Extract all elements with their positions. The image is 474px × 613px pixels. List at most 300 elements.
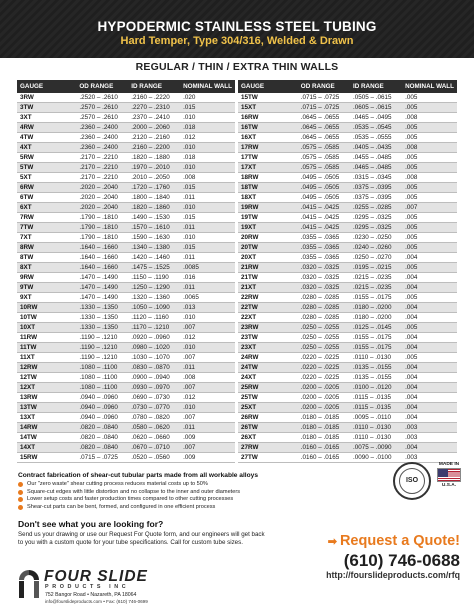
table-row <box>238 443 457 453</box>
nominal-wall-cell: .007 <box>180 383 235 393</box>
id-range-cell: .0295 – .0325 <box>350 223 402 233</box>
nominal-wall-cell: .005 <box>402 93 457 103</box>
gauge-cell: 5RW <box>17 153 76 163</box>
nominal-wall-cell: .015 <box>180 183 235 193</box>
request-quote-block[interactable] <box>300 533 460 581</box>
nominal-wall-cell: .011 <box>180 223 235 233</box>
od-range-cell: .0200 – .0205 <box>298 393 350 403</box>
od-range-cell: .1470 – .1490 <box>76 273 128 283</box>
gauge-cell: 12XT <box>17 383 76 393</box>
gauge-cell: 21XT <box>238 283 298 293</box>
nominal-wall-cell: .004 <box>402 413 457 423</box>
table-row <box>238 123 457 133</box>
od-range-cell: .2170 – .2210 <box>76 173 128 183</box>
id-range-cell: .0505 – .0615 <box>350 93 402 103</box>
page-subtitle: Hard Temper, Type 304/316, Welded & Drawn <box>120 35 354 47</box>
made-in-usa-badge <box>436 462 462 488</box>
od-range-cell: .1190 – .1210 <box>76 343 128 353</box>
nominal-wall-cell: .005 <box>402 183 457 193</box>
id-range-cell: .0215 – .0235 <box>350 273 402 283</box>
id-range-cell: .0180 – .0200 <box>350 313 402 323</box>
table-row <box>17 433 235 443</box>
od-range-cell: .0415 – .0425 <box>298 223 350 233</box>
od-range-cell: .0495 – .0505 <box>298 173 350 183</box>
table-row <box>238 453 457 463</box>
table-row <box>238 283 457 293</box>
table-row <box>238 423 457 433</box>
table-row <box>17 453 235 463</box>
gauge-cell: 6TW <box>17 193 76 203</box>
od-range-cell: .0280 – .0285 <box>298 293 350 303</box>
tubing-rows-right <box>238 93 457 463</box>
od-range-cell: .0575 – .0585 <box>298 163 350 173</box>
column-header-gauge: GAUGE <box>17 80 76 93</box>
id-range-cell: .0920 – .0960 <box>128 333 180 343</box>
header-banner <box>0 0 474 58</box>
id-range-cell: .0830 – .0870 <box>128 363 180 373</box>
table-row <box>238 393 457 403</box>
gauge-cell: 5TW <box>17 163 76 173</box>
nominal-wall-cell: .009 <box>180 453 235 463</box>
table-row <box>238 253 457 263</box>
od-range-cell: .0180 – .0185 <box>298 413 350 423</box>
table-row <box>17 173 235 183</box>
od-range-cell: .0220 – .0225 <box>298 373 350 383</box>
id-range-cell: .0780 – .0820 <box>128 413 180 423</box>
id-range-cell: .0980 – .1020 <box>128 343 180 353</box>
id-range-cell: .2160 – .2200 <box>128 143 180 153</box>
nominal-wall-cell: .007 <box>180 443 235 453</box>
nominal-wall-cell: .005 <box>402 293 457 303</box>
id-range-cell: .0295 – .0325 <box>350 213 402 223</box>
gauge-cell: 18TW <box>238 183 298 193</box>
nominal-wall-cell: .004 <box>402 373 457 383</box>
page-title: HYPODERMIC STAINLESS STEEL TUBING <box>97 19 377 34</box>
table-row <box>238 363 457 373</box>
gauge-cell: 7TW <box>17 223 76 233</box>
nominal-wall-cell: .004 <box>402 253 457 263</box>
od-range-cell: .0200 – .0205 <box>298 403 350 413</box>
od-range-cell: .0715 – .0725 <box>76 453 128 463</box>
table-row <box>238 213 457 223</box>
od-range-cell: .2020 – .2040 <box>76 183 128 193</box>
od-range-cell: .2520 – .2610 <box>76 93 128 103</box>
od-range-cell: .2360 – .2400 <box>76 133 128 143</box>
id-range-cell: .1820 – .1880 <box>128 153 180 163</box>
nominal-wall-cell: .016 <box>180 273 235 283</box>
table-row <box>238 193 457 203</box>
od-range-cell: .0355 – .0365 <box>298 243 350 253</box>
od-range-cell: .0160 – .0165 <box>298 453 350 463</box>
nominal-wall-cell: .004 <box>402 333 457 343</box>
id-range-cell: .0135 – .0155 <box>350 363 402 373</box>
contract-bullet <box>18 481 378 489</box>
phone-number[interactable]: (610) 746-0688 <box>343 551 460 570</box>
column-header-id-range: ID RANGE <box>350 80 402 93</box>
od-range-cell: .0415 – .0425 <box>298 213 350 223</box>
gauge-cell: 10XT <box>17 323 76 333</box>
gauge-cell: 13RW <box>17 393 76 403</box>
table-row <box>17 213 235 223</box>
bullet-icon <box>18 490 23 495</box>
bullet-icon <box>18 505 23 510</box>
nominal-wall-cell: .003 <box>402 453 457 463</box>
id-range-cell: .2120 – .2160 <box>128 133 180 143</box>
table-row <box>17 393 235 403</box>
gauge-cell: 11XT <box>17 353 76 363</box>
od-range-cell: .2020 – .2040 <box>76 203 128 213</box>
id-range-cell: .1340 – .1380 <box>128 243 180 253</box>
table-row <box>238 163 457 173</box>
nominal-wall-cell: .004 <box>402 283 457 293</box>
table-row <box>17 223 235 233</box>
nominal-wall-cell: .004 <box>402 343 457 353</box>
id-range-cell: .0535 – .0555 <box>350 133 402 143</box>
id-range-cell: .2370 – .2410 <box>128 113 180 123</box>
gauge-cell: 13XT <box>17 413 76 423</box>
od-range-cell: .1080 – .1100 <box>76 373 128 383</box>
id-range-cell: .0180 – .0200 <box>350 303 402 313</box>
request-quote-heading[interactable] <box>300 533 460 551</box>
id-range-cell: .0620 – .0660 <box>128 433 180 443</box>
gauge-cell: 26RW <box>238 413 298 423</box>
contract-bullet <box>18 504 378 512</box>
nominal-wall-cell: .011 <box>180 363 235 373</box>
id-range-cell: .0135 – .0155 <box>350 373 402 383</box>
nominal-wall-cell: .003 <box>402 433 457 443</box>
table-row <box>17 273 235 283</box>
od-range-cell: .0160 – .0165 <box>298 443 350 453</box>
contract-bullet-list <box>18 481 378 511</box>
gauge-cell: 4XT <box>17 143 76 153</box>
nominal-wall-cell: .005 <box>402 233 457 243</box>
gauge-cell: 11TW <box>17 343 76 353</box>
contract-bullet <box>18 496 378 504</box>
od-range-cell: .0200 – .0205 <box>298 383 350 393</box>
id-range-cell: .1820 – .1860 <box>128 203 180 213</box>
table-row <box>17 423 235 433</box>
gauge-cell: 27RW <box>238 443 298 453</box>
od-range-cell: .0820 – .0840 <box>76 443 128 453</box>
table-row <box>17 323 235 333</box>
table-row <box>238 263 457 273</box>
od-range-cell: .2360 – .2400 <box>76 123 128 133</box>
gauge-cell: 14TW <box>17 433 76 443</box>
id-range-cell: .0115 – .0135 <box>350 403 402 413</box>
gauge-cell: 24TW <box>238 363 298 373</box>
table-row <box>238 383 457 393</box>
id-range-cell: .0095 – .0110 <box>350 413 402 423</box>
nominal-wall-cell: .008 <box>402 173 457 183</box>
id-range-cell: .0730 – .0770 <box>128 403 180 413</box>
table-row <box>238 153 457 163</box>
id-range-cell: .1970 – .2010 <box>128 163 180 173</box>
id-range-cell: .0110 – .0130 <box>350 433 402 443</box>
nominal-wall-cell: .010 <box>180 143 235 153</box>
gauge-cell: 8RW <box>17 243 76 253</box>
od-range-cell: .0715 – .0725 <box>298 93 350 103</box>
id-range-cell: .0465 – .0485 <box>350 163 402 173</box>
nominal-wall-cell: .020 <box>180 93 235 103</box>
gauge-cell: 9RW <box>17 273 76 283</box>
table-row <box>17 203 235 213</box>
table-row <box>238 103 457 113</box>
id-range-cell: .0255 – .0285 <box>350 203 402 213</box>
gauge-cell: 16RW <box>238 113 298 123</box>
table-row <box>238 223 457 233</box>
id-range-cell: .0115 – .0135 <box>350 393 402 403</box>
gauge-cell: 9XT <box>17 293 76 303</box>
table-row <box>238 413 457 423</box>
nominal-wall-cell: .005 <box>402 163 457 173</box>
rfq-link[interactable]: http://fourslideproducts.com/rfq <box>326 570 460 580</box>
id-range-cell: .0090 – .0100 <box>350 453 402 463</box>
gauge-cell: 17XT <box>238 163 298 173</box>
od-range-cell: .0575 – .0585 <box>298 153 350 163</box>
nominal-wall-cell: .010 <box>180 203 235 213</box>
arrow-right-icon: ➡ <box>327 536 337 548</box>
nominal-wall-cell: .004 <box>402 303 457 313</box>
nominal-wall-cell: .005 <box>402 223 457 233</box>
nominal-wall-cell: .015 <box>180 103 235 113</box>
nominal-wall-cell: .0065 <box>180 293 235 303</box>
gauge-cell: 19TW <box>238 213 298 223</box>
table-row <box>238 113 457 123</box>
contract-fabrication-section <box>18 472 378 511</box>
nominal-wall-cell: .015 <box>180 213 235 223</box>
od-range-cell: .0180 – .0185 <box>298 423 350 433</box>
table-row <box>238 333 457 343</box>
gauge-cell: 15XT <box>238 103 298 113</box>
iso-certification-seal-icon <box>393 462 431 500</box>
id-range-cell: .1170 – .1210 <box>128 323 180 333</box>
nominal-wall-cell: .010 <box>180 233 235 243</box>
id-range-cell: .1570 – .1610 <box>128 223 180 233</box>
column-header-od-range: OD RANGE <box>298 80 350 93</box>
od-range-cell: .1640 – .1660 <box>76 253 128 263</box>
id-range-cell: .1720 – .1760 <box>128 183 180 193</box>
od-range-cell: .1790 – .1810 <box>76 223 128 233</box>
id-range-cell: .0075 – .0090 <box>350 443 402 453</box>
od-range-cell: .2360 – .2400 <box>76 143 128 153</box>
nominal-wall-cell: .007 <box>180 413 235 423</box>
od-range-cell: .1330 – .1350 <box>76 323 128 333</box>
gauge-cell: 21TW <box>238 273 298 283</box>
table-row <box>17 123 235 133</box>
od-range-cell: .0320 – .0325 <box>298 283 350 293</box>
bullet-icon <box>18 497 23 502</box>
nominal-wall-cell: .0085 <box>180 263 235 273</box>
gauge-cell: 20TW <box>238 243 298 253</box>
od-range-cell: .0940 – .0960 <box>76 393 128 403</box>
id-range-cell: .0520 – .0560 <box>128 453 180 463</box>
nominal-wall-cell: .011 <box>180 253 235 263</box>
id-range-cell: .1590 – .1630 <box>128 233 180 243</box>
id-range-cell: .1475 – .1525 <box>128 263 180 273</box>
id-range-cell: .0110 – .0130 <box>350 353 402 363</box>
table-row <box>238 403 457 413</box>
company-contact-line: info@fourslideproducts.com • Fax: (610) 746-0699 <box>45 599 148 604</box>
column-header-gauge: GAUGE <box>238 80 298 93</box>
od-range-cell: .1330 – .1350 <box>76 303 128 313</box>
id-range-cell: .1150 – .1190 <box>128 273 180 283</box>
gauge-cell: 26XT <box>238 433 298 443</box>
id-range-cell: .1050 – .1090 <box>128 303 180 313</box>
od-range-cell: .0355 – .0365 <box>298 253 350 263</box>
nominal-wall-cell: .007 <box>180 323 235 333</box>
gauge-cell: 9TW <box>17 283 76 293</box>
custom-question: Don't see what you are looking for? <box>18 519 164 529</box>
table-row <box>17 413 235 423</box>
gauge-cell: 22XT <box>238 313 298 323</box>
nominal-wall-cell: .005 <box>402 213 457 223</box>
gauge-cell: 22TW <box>238 303 298 313</box>
gauge-cell: 19XT <box>238 223 298 233</box>
od-range-cell: .0820 – .0840 <box>76 423 128 433</box>
id-range-cell: .1490 – .1530 <box>128 213 180 223</box>
nominal-wall-cell: .007 <box>180 353 235 363</box>
column-header-id-range: ID RANGE <box>128 80 180 93</box>
od-range-cell: .0575 – .0585 <box>298 143 350 153</box>
gauge-cell: 19RW <box>238 203 298 213</box>
table-row <box>17 443 235 453</box>
usa-label: U.S.A. <box>441 483 457 488</box>
gauge-cell: 27TW <box>238 453 298 463</box>
id-range-cell: .2010 – .2050 <box>128 173 180 183</box>
id-range-cell: .0240 – .0260 <box>350 243 402 253</box>
id-range-cell: .0405 – .0435 <box>350 143 402 153</box>
id-range-cell: .0900 – .0940 <box>128 373 180 383</box>
id-range-cell: .0230 – .0250 <box>350 233 402 243</box>
gauge-cell: 10TW <box>17 313 76 323</box>
company-sub-name: PRODUCTS INC <box>45 584 130 590</box>
id-range-cell: .0110 – .0130 <box>350 423 402 433</box>
gauge-cell: 3RW <box>17 93 76 103</box>
id-range-cell: .2160 – .2220 <box>128 93 180 103</box>
od-range-cell: .1640 – .1660 <box>76 263 128 273</box>
gauge-cell: 17RW <box>238 143 298 153</box>
table-row <box>17 253 235 263</box>
od-range-cell: .1190 – .1210 <box>76 333 128 343</box>
table-row <box>17 143 235 153</box>
table-row <box>238 433 457 443</box>
table-row <box>238 243 457 253</box>
nominal-wall-cell: .011 <box>180 423 235 433</box>
od-range-cell: .2170 – .2210 <box>76 153 128 163</box>
id-range-cell: .0155 – .0175 <box>350 343 402 353</box>
contract-bullet <box>18 489 378 497</box>
od-range-cell: .0820 – .0840 <box>76 433 128 443</box>
table-row <box>238 303 457 313</box>
gauge-cell: 26TW <box>238 423 298 433</box>
gauge-cell: 23RW <box>238 323 298 333</box>
id-range-cell: .0375 – .0395 <box>350 183 402 193</box>
table-row <box>17 263 235 273</box>
table-row <box>17 383 235 393</box>
nominal-wall-cell: .008 <box>402 143 457 153</box>
table-row <box>238 273 457 283</box>
table-row <box>238 233 457 243</box>
request-quote-label: Request a Quote! <box>339 533 460 549</box>
od-range-cell: .1790 – .1810 <box>76 233 128 243</box>
nominal-wall-cell: .005 <box>402 133 457 143</box>
table-row <box>17 403 235 413</box>
gauge-cell: 12RW <box>17 363 76 373</box>
table-row <box>238 343 457 353</box>
id-range-cell: .0375 – .0395 <box>350 193 402 203</box>
od-range-cell: .0280 – .0285 <box>298 313 350 323</box>
nominal-wall-cell: .004 <box>402 443 457 453</box>
column-header-od-range: OD RANGE <box>76 80 128 93</box>
gauge-cell: 3TW <box>17 103 76 113</box>
gauge-cell: 17TW <box>238 153 298 163</box>
custom-text-line-2: to you with a custom quote for your tube specifications. Call for custom tube sizes. <box>18 539 243 546</box>
table-row <box>17 93 235 103</box>
nominal-wall-cell: .013 <box>180 303 235 313</box>
table-row <box>17 233 235 243</box>
tubing-table-left <box>17 80 235 463</box>
gauge-cell: 7RW <box>17 213 76 223</box>
table-row <box>17 183 235 193</box>
table-row <box>17 113 235 123</box>
od-range-cell: .2570 – .2610 <box>76 103 128 113</box>
table-row <box>238 373 457 383</box>
made-in-label: MADE IN <box>438 462 460 467</box>
nominal-wall-cell: .012 <box>180 333 235 343</box>
table-row <box>238 133 457 143</box>
nominal-wall-cell: .003 <box>402 423 457 433</box>
od-range-cell: .0495 – .0505 <box>298 193 350 203</box>
od-range-cell: .2170 – .2210 <box>76 163 128 173</box>
id-range-cell: .0535 – .0545 <box>350 123 402 133</box>
nominal-wall-cell: .005 <box>402 323 457 333</box>
nominal-wall-cell: .005 <box>402 123 457 133</box>
od-range-cell: .1790 – .1810 <box>76 213 128 223</box>
nominal-wall-cell: .018 <box>180 123 235 133</box>
nominal-wall-cell: .004 <box>402 363 457 373</box>
gauge-cell: 11RW <box>17 333 76 343</box>
table-row <box>17 303 235 313</box>
od-range-cell: .0940 – .0960 <box>76 413 128 423</box>
table-row <box>17 373 235 383</box>
gauge-cell: 4RW <box>17 123 76 133</box>
gauge-cell: 21RW <box>238 263 298 273</box>
table-row <box>17 133 235 143</box>
id-range-cell: .1320 – .1360 <box>128 293 180 303</box>
od-range-cell: .0495 – .0505 <box>298 183 350 193</box>
custom-text-line-1: Send us your drawing or use our Request For Quote form, and our engineers will get back <box>18 531 265 538</box>
gauge-cell: 16XT <box>238 133 298 143</box>
gauge-cell: 12TW <box>17 373 76 383</box>
id-range-cell: .0155 – .0175 <box>350 333 402 343</box>
nominal-wall-cell: .005 <box>402 243 457 253</box>
od-range-cell: .0220 – .0225 <box>298 363 350 373</box>
id-range-cell: .0250 – .0270 <box>350 253 402 263</box>
od-range-cell: .1080 – .1100 <box>76 363 128 373</box>
gauge-cell: 7XT <box>17 233 76 243</box>
gauge-cell: 20XT <box>238 253 298 263</box>
gauge-cell: 18RW <box>238 173 298 183</box>
tubing-rows-left <box>17 93 235 463</box>
gauge-cell: 15RW <box>17 453 76 463</box>
gauge-cell: 25XT <box>238 403 298 413</box>
table-row <box>17 353 235 363</box>
id-range-cell: .0195 – .0215 <box>350 263 402 273</box>
od-range-cell: .0180 – .0185 <box>298 433 350 443</box>
bullet-icon <box>18 482 23 487</box>
id-range-cell: .1250 – .1290 <box>128 283 180 293</box>
nominal-wall-cell: .004 <box>402 313 457 323</box>
